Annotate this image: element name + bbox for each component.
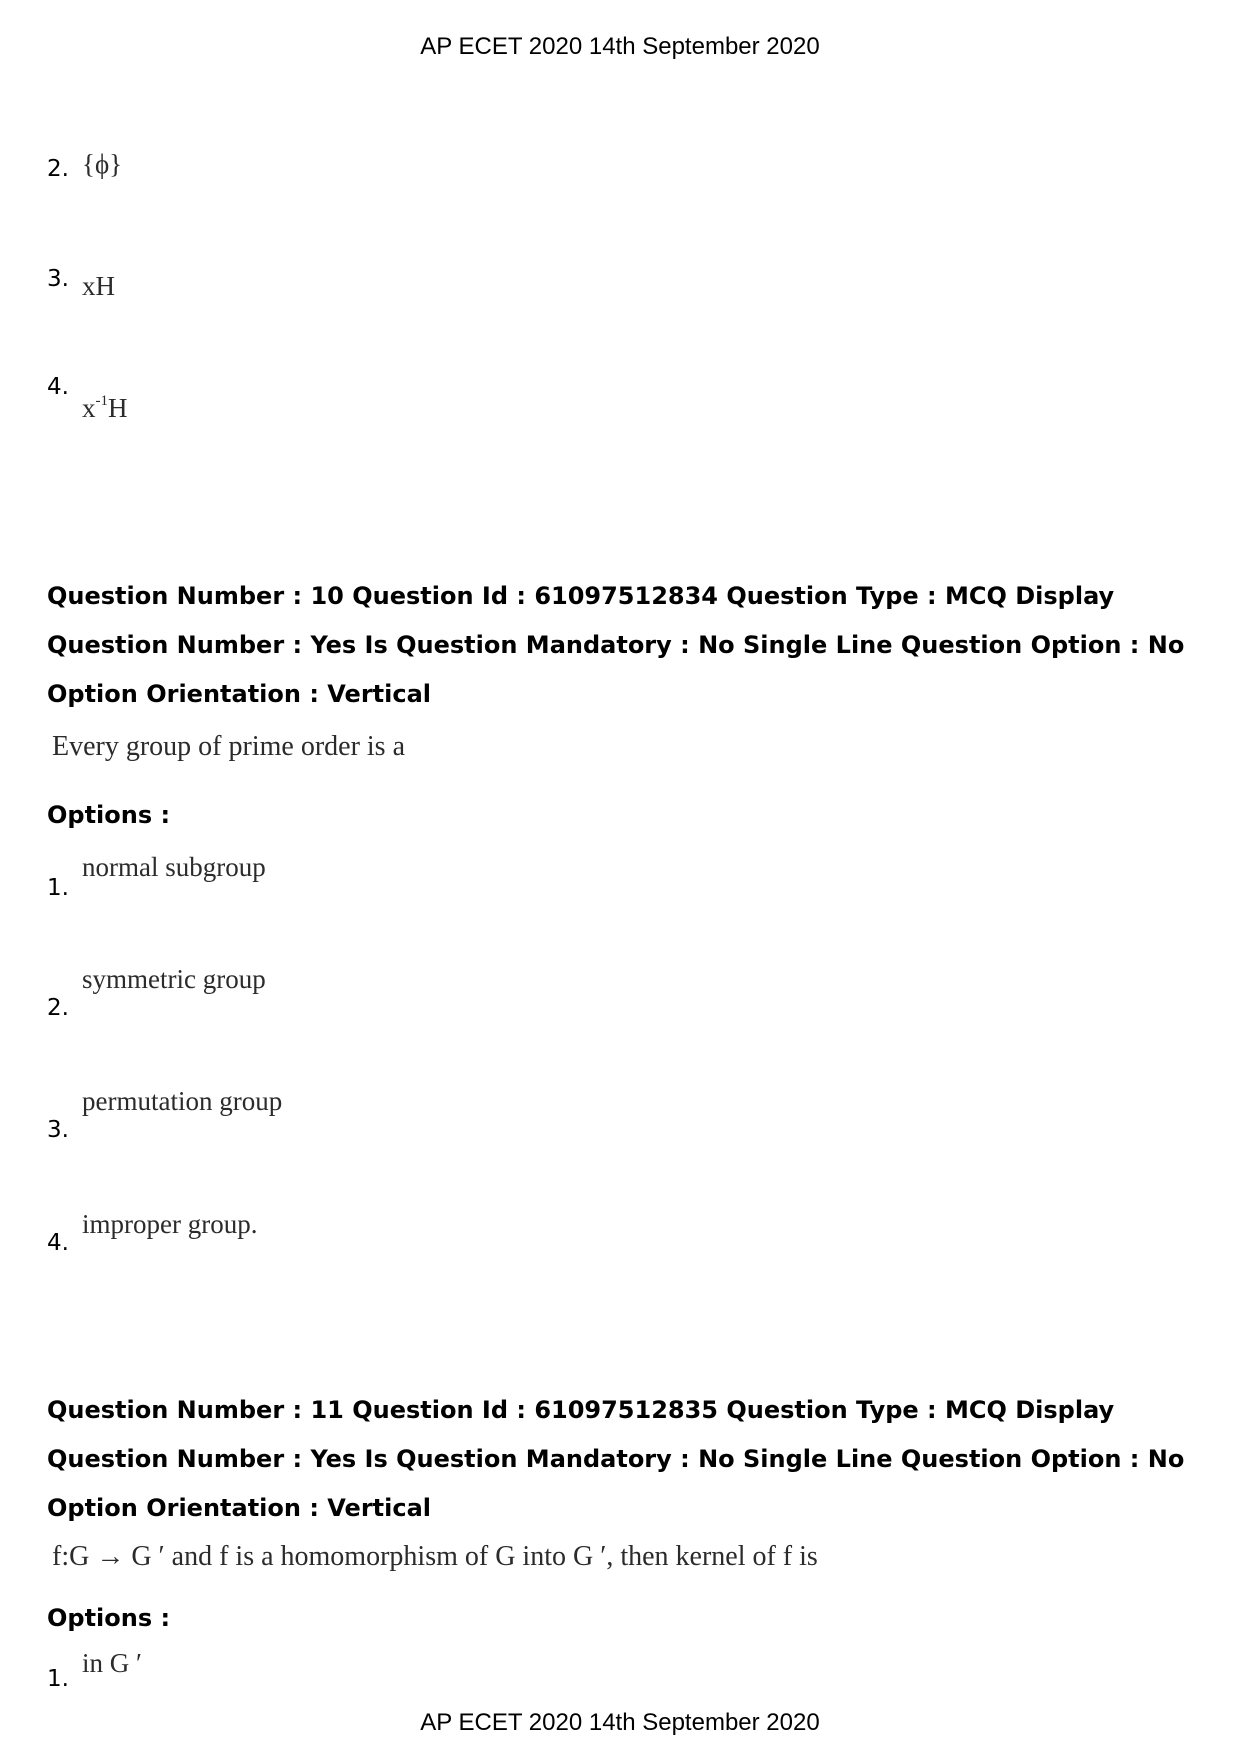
option-text: symmetric group [82, 964, 266, 994]
option-text-superscript: -1 [95, 393, 108, 409]
page-footer: AP ECET 2020 14th September 2020 [420, 1709, 820, 1736]
option-number: 4. [47, 1230, 69, 1256]
option-number: 1. [47, 875, 69, 901]
question-text: f:G → G ′ and f is a homomorphism of G into G ′, then kernel of f is [52, 1541, 818, 1572]
option-text: {ϕ} [82, 149, 123, 179]
option-text: xH [82, 271, 115, 301]
option-text-after: H [108, 393, 128, 423]
option-text [82, 392, 128, 424]
option-text: permutation group [82, 1086, 283, 1116]
option-number: 3. [47, 1117, 69, 1143]
options-label: Options : [47, 1604, 171, 1632]
option-number: 2. [47, 156, 69, 182]
option-text: normal subgroup [82, 852, 266, 882]
option-text: improper group. [82, 1209, 258, 1239]
page-header: AP ECET 2020 14th September 2020 [420, 33, 820, 60]
option-number: 3. [47, 266, 69, 292]
option-text-base: x [82, 393, 96, 423]
option-number: 2. [47, 995, 69, 1021]
option-number: 1. [47, 1666, 69, 1692]
question-meta: Question Number : 10 Question Id : 61097512834 Question Type : MCQ Display Question Number : Yes Is Question Mandatory : No Single Line Question Option : No Option Orientation : Vertical [47, 582, 1185, 708]
question-text: Every group of prime order is a [52, 731, 405, 762]
option-text: in G ′ [82, 1648, 142, 1678]
question-meta: Question Number : 11 Question Id : 61097512835 Question Type : MCQ Display Question Number : Yes Is Question Mandatory : No Single Line Question Option : No Option Orientation : Vertical [47, 1396, 1185, 1522]
option-number: 4. [47, 374, 69, 400]
options-label: Options : [47, 801, 171, 829]
